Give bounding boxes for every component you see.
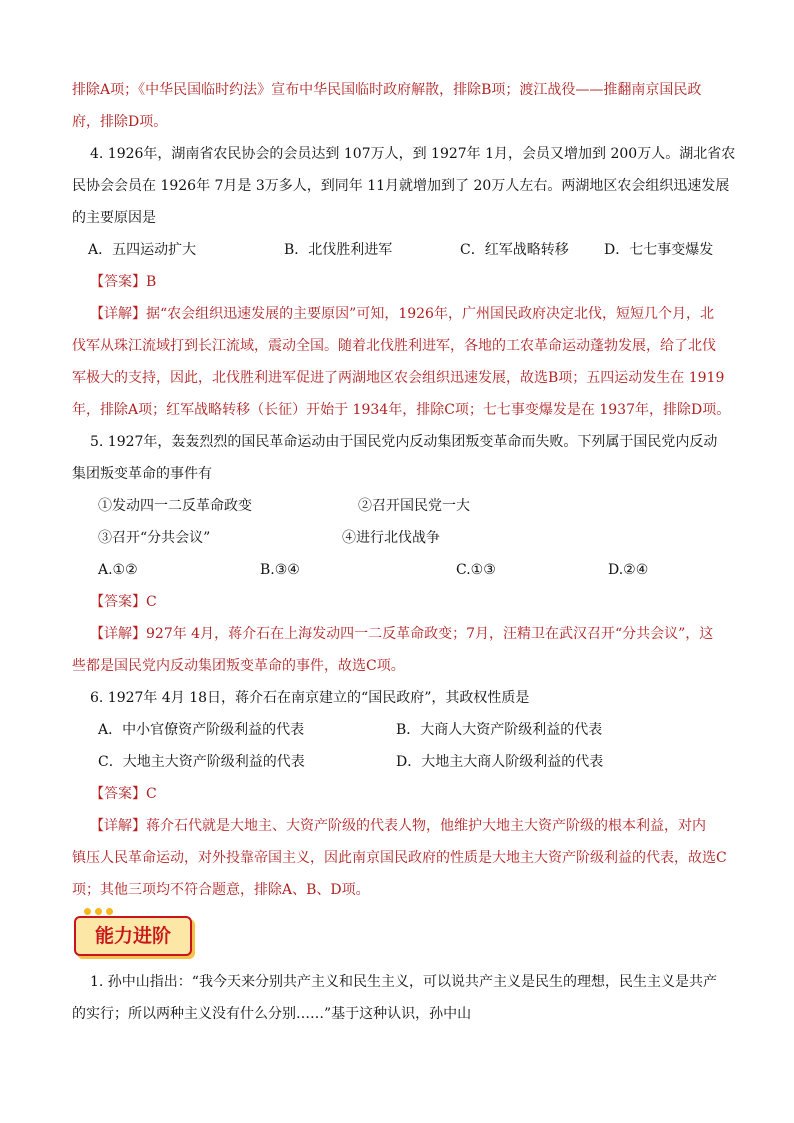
q6-option-b: B．大商人大资产阶级利益的代表: [396, 722, 603, 738]
q5-detail-line-2: 些都是国民党内反动集团叛变革命的事件，故选C项。: [72, 658, 405, 674]
prev-explanation-line-1: 排除A项；《中华民国临时约法》宣布中华民国临时政府解散，排除B项；渡江战役——推翻南京国民政: [72, 82, 702, 98]
q5-option-d: D.②④: [608, 562, 649, 578]
q5-detail-line-1: 【详解】927年 4月，蒋介石在上海发动四一二反革命政变；7月，汪精卫在武汉召开“分共会议”，这: [90, 626, 714, 642]
q6-stem-line-1: 6. 1927年 4月 18日，蒋介石在南京建立的“国民政府”，其政权性质是: [90, 690, 530, 706]
prev-explanation-line-2: 府，排除D项。: [72, 114, 168, 130]
next-q1-stem-line-2: 的实行；所以两种主义没有什么分别……”基于这种认识，孙中山: [72, 1006, 472, 1022]
section-badge: [74, 908, 192, 954]
q6-option-a: A．中小官僚资产阶级利益的代表: [98, 722, 305, 738]
q4-option-b: B．北伐胜利进军: [284, 242, 393, 258]
q6-option-d: D．大地主大商人阶级利益的代表: [396, 754, 604, 770]
q6-option-c: C．大地主大资产阶级利益的代表: [98, 754, 305, 770]
q5-stem-line-1: 5. 1927年，轰轰烈烈的国民革命运动由于国民党内反动集团叛变革命而失败。下列属于国民党内反动: [90, 434, 718, 450]
q6-answer: 【答案】C: [90, 786, 157, 802]
q4-option-a: A．五四运动扩大: [88, 242, 197, 258]
decorative-dots-icon: [84, 908, 113, 915]
q4-option-d: D．七七事变爆发: [604, 242, 714, 258]
q6-detail-line-1: 【详解】蒋介石代就是大地主、大资产阶级的代表人物，他维护大地主大资产阶级的根本利益，对内: [90, 818, 706, 834]
section-badge-label: 能力进阶: [94, 925, 171, 947]
q5-stem-line-2: 集团叛变革命的事件有: [72, 466, 212, 482]
q5-item-1: ①发动四一二反革命政变: [98, 498, 252, 514]
q5-item-2: ②召开国民党一大: [358, 498, 470, 514]
q4-stem-line-1: 4. 1926年，湖南省农民协会的会员达到 107万人，到 1927年 1月，会员又增加到 200万人。湖北省农: [90, 146, 736, 162]
q4-stem-line-3: 的主要原因是: [72, 210, 156, 226]
q4-option-c: C．红军战略转移: [460, 242, 569, 258]
q4-detail-line-3: 军极大的支持，因此，北伐胜利进军促进了两湖地区农会组织迅速发展，故选B项；五四运动发生在 1919: [72, 370, 725, 386]
q5-answer: 【答案】C: [90, 594, 157, 610]
q4-stem-line-2: 民协会会员在 1926年 7月是 3万多人，到同年 11月就增加到了 20万人左右。两湖地区农会组织迅速发展: [72, 178, 730, 194]
q5-option-a: A.①②: [98, 562, 138, 578]
next-q1-stem-line-1: 1. 孙中山指出：“我今天来分别共产主义和民生主义，可以说共产主义是民生的理想，民生主义是共产: [90, 974, 717, 990]
q4-detail-line-1: 【详解】据“农会组织迅速发展的主要原因”可知，1926年，广州国民政府决定北伐，短短几个月，北: [90, 306, 714, 322]
q5-option-c: C.①③: [456, 562, 496, 578]
q6-detail-line-2: 镇压人民革命运动，对外投靠帝国主义，因此南京国民政府的性质是大地主大资产阶级利益的代表，故选C: [72, 850, 727, 866]
q5-option-b: B.③④: [260, 562, 300, 578]
q6-detail-line-3: 项；其他三项均不符合题意，排除A、B、D项。: [72, 882, 370, 898]
q4-detail-line-2: 伐军从珠江流域打到长江流域，震动全国。随着北伐胜利进军，各地的工农革命运动蓬勃发展，给了北伐: [72, 338, 716, 354]
q4-answer: 【答案】B: [90, 274, 157, 290]
q4-detail-line-4: 年，排除A项；红军战略转移（长征）开始于 1934年，排除C项；七七事变爆发是在 1937年，排除D项。: [72, 402, 731, 418]
q5-item-3: ③召开“分共会议”: [98, 530, 211, 546]
q5-item-4: ④进行北伐战争: [342, 530, 440, 546]
